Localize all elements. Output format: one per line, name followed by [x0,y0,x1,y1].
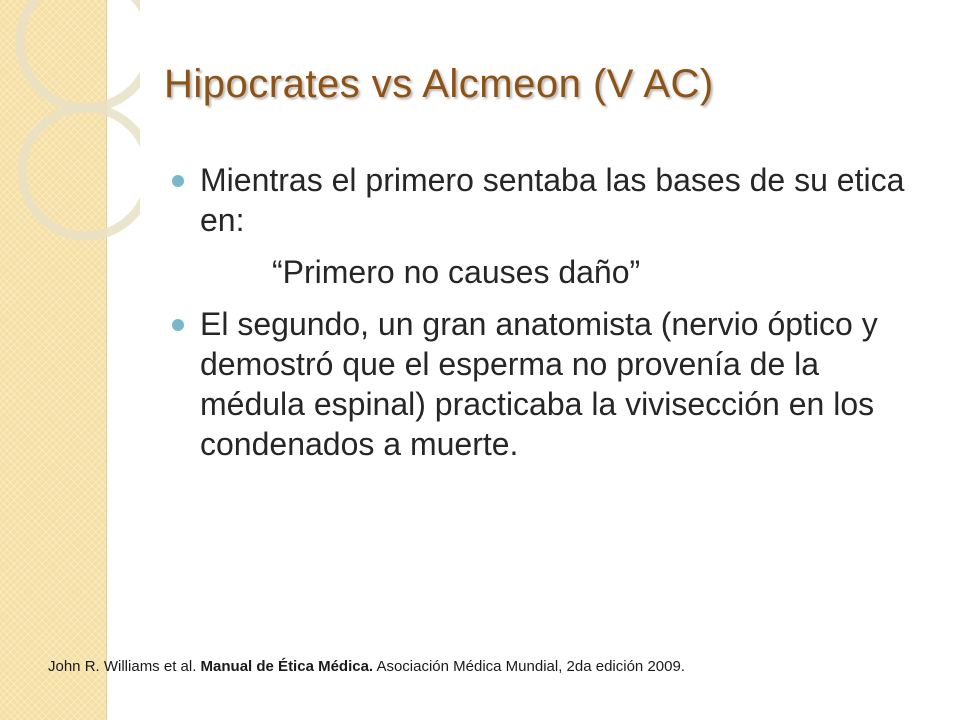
bullet-item [160,160,920,240]
quote-text: “Primero no causes daño” [272,254,641,290]
bullet-text: El segundo, un gran anatomista (nervio óptico y demostró que el esperma no provenía de la médula espinal) practicaba la vivisección en los condenados a muerte. [200,306,878,462]
citation-publisher: Asociación Médica Mundial, 2da edición 2009. [376,658,685,675]
citation [48,658,685,675]
slide-body [160,160,920,464]
bullet-dot-icon [172,175,184,187]
bullet-text: Mientras el primero sentaba las bases de su etica en: [200,162,905,238]
bullet-dot-icon [172,319,184,331]
citation-authors: John R. Williams et al. [48,658,197,675]
bullet-item [160,304,920,464]
decorative-circles [0,0,140,260]
slide-title: Hipocrates vs Alcmeon (V AC) [164,62,714,106]
citation-book: Manual de Ética Médica. [200,658,374,675]
